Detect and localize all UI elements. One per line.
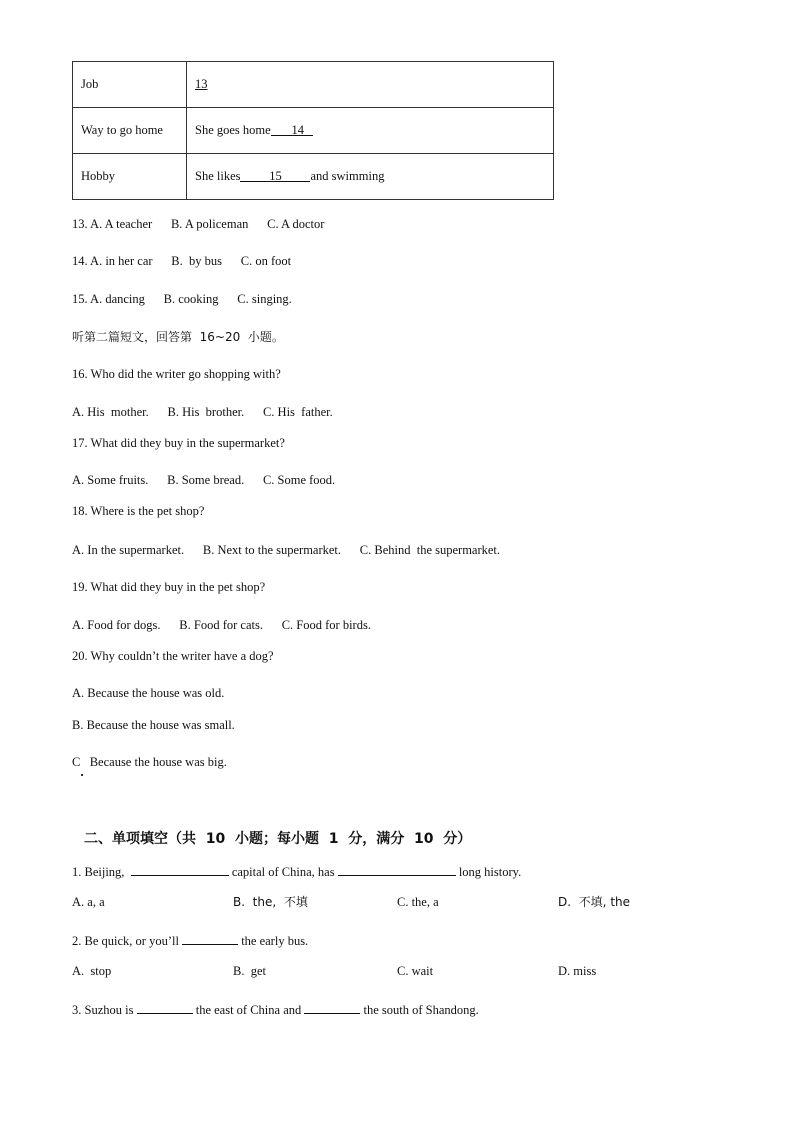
answer-blank <box>338 863 456 876</box>
blank-15 <box>240 169 310 182</box>
answer-blank <box>304 1001 360 1014</box>
table-cell-value <box>187 154 554 200</box>
table-cell-label: Job <box>73 62 187 108</box>
question-15: 15. A. dancing B. cooking C. singing. <box>72 292 292 306</box>
question-20-option-b: B. Because the house was small. <box>72 718 235 732</box>
question-17: 17. What did they buy in the supermarket? <box>72 436 285 450</box>
answer-blank <box>137 1001 193 1014</box>
question-18: 18. Where is the pet shop? <box>72 504 205 518</box>
q1-option-a: A. a, a <box>72 895 105 909</box>
cell-prefix: She goes home <box>195 123 271 137</box>
fill-question-1 <box>72 863 521 880</box>
stray-mark <box>81 774 83 776</box>
q3-part-c: the south of Shandong. <box>363 1003 479 1017</box>
question-19: 19. What did they buy in the pet shop? <box>72 580 266 594</box>
question-16: 16. Who did the writer go shopping with? <box>72 367 281 381</box>
q1-part-a: 1. Beijing, <box>72 865 125 879</box>
answer-blank <box>131 863 229 876</box>
answer-number-13: 13 <box>195 77 208 91</box>
question-20: 20. Why couldn’t the writer have a dog? <box>72 649 274 663</box>
fill-question-3 <box>72 1001 479 1018</box>
answer-blank <box>182 932 238 945</box>
table-row <box>73 108 554 154</box>
q3-part-a: 3. Suzhou is <box>72 1003 134 1017</box>
section-heading: 二、单项填空（共 10 小题；每小题 1 分，满分 10 分） <box>84 831 472 847</box>
cell-prefix: She likes <box>195 169 241 183</box>
q1-option-b: B. the, 不填 <box>233 895 308 909</box>
question-16-options: A. His mother. B. His brother. C. His father. <box>72 405 333 419</box>
section-instruction: 听第二篇短文，回答第 16~20 小题。 <box>72 330 284 344</box>
table-cell-value <box>187 62 554 108</box>
blank-number: 15 <box>269 169 282 183</box>
table-row <box>73 62 554 108</box>
q1-option-d: D. 不填, the <box>558 895 631 909</box>
table-cell-value <box>187 108 554 154</box>
q1-part-b: capital of China, has <box>231 865 335 879</box>
question-13: 13. A. A teacher B. A policeman C. A doctor <box>72 217 325 231</box>
fill-question-2 <box>72 932 308 949</box>
q3-part-b: the east of China and <box>195 1003 302 1017</box>
question-14: 14. A. in her car B. by bus C. on foot <box>72 254 292 268</box>
question-19-options: A. Food for dogs. B. Food for cats. C. Food for birds. <box>72 618 371 632</box>
q2-option-d: D. miss <box>558 964 597 978</box>
q1-part-c: long history. <box>458 865 522 879</box>
cell-suffix: and swimming <box>310 169 385 183</box>
blank-14 <box>271 123 313 136</box>
blank-number: 14 <box>291 123 304 137</box>
question-20-option-a: A. Because the house was old. <box>72 686 225 700</box>
table-cell-label: Hobby <box>73 154 187 200</box>
q2-part-a: 2. Be quick, or you’ll <box>72 934 179 948</box>
q2-option-a: A. stop <box>72 964 112 978</box>
table-row <box>73 154 554 200</box>
question-20-option-c: C Because the house was big. <box>72 755 227 769</box>
question-17-options: A. Some fruits. B. Some bread. C. Some food. <box>72 473 336 487</box>
table-cell-label: Way to go home <box>73 108 187 154</box>
q2-option-b: B. get <box>233 964 266 978</box>
q2-part-b: the early bus. <box>241 934 309 948</box>
info-table <box>72 61 554 200</box>
question-18-options: A. In the supermarket. B. Next to the supermarket. C. Behind the supermarket. <box>72 543 501 557</box>
q2-option-c: C. wait <box>397 964 434 978</box>
q1-option-c: C. the, a <box>397 895 439 909</box>
